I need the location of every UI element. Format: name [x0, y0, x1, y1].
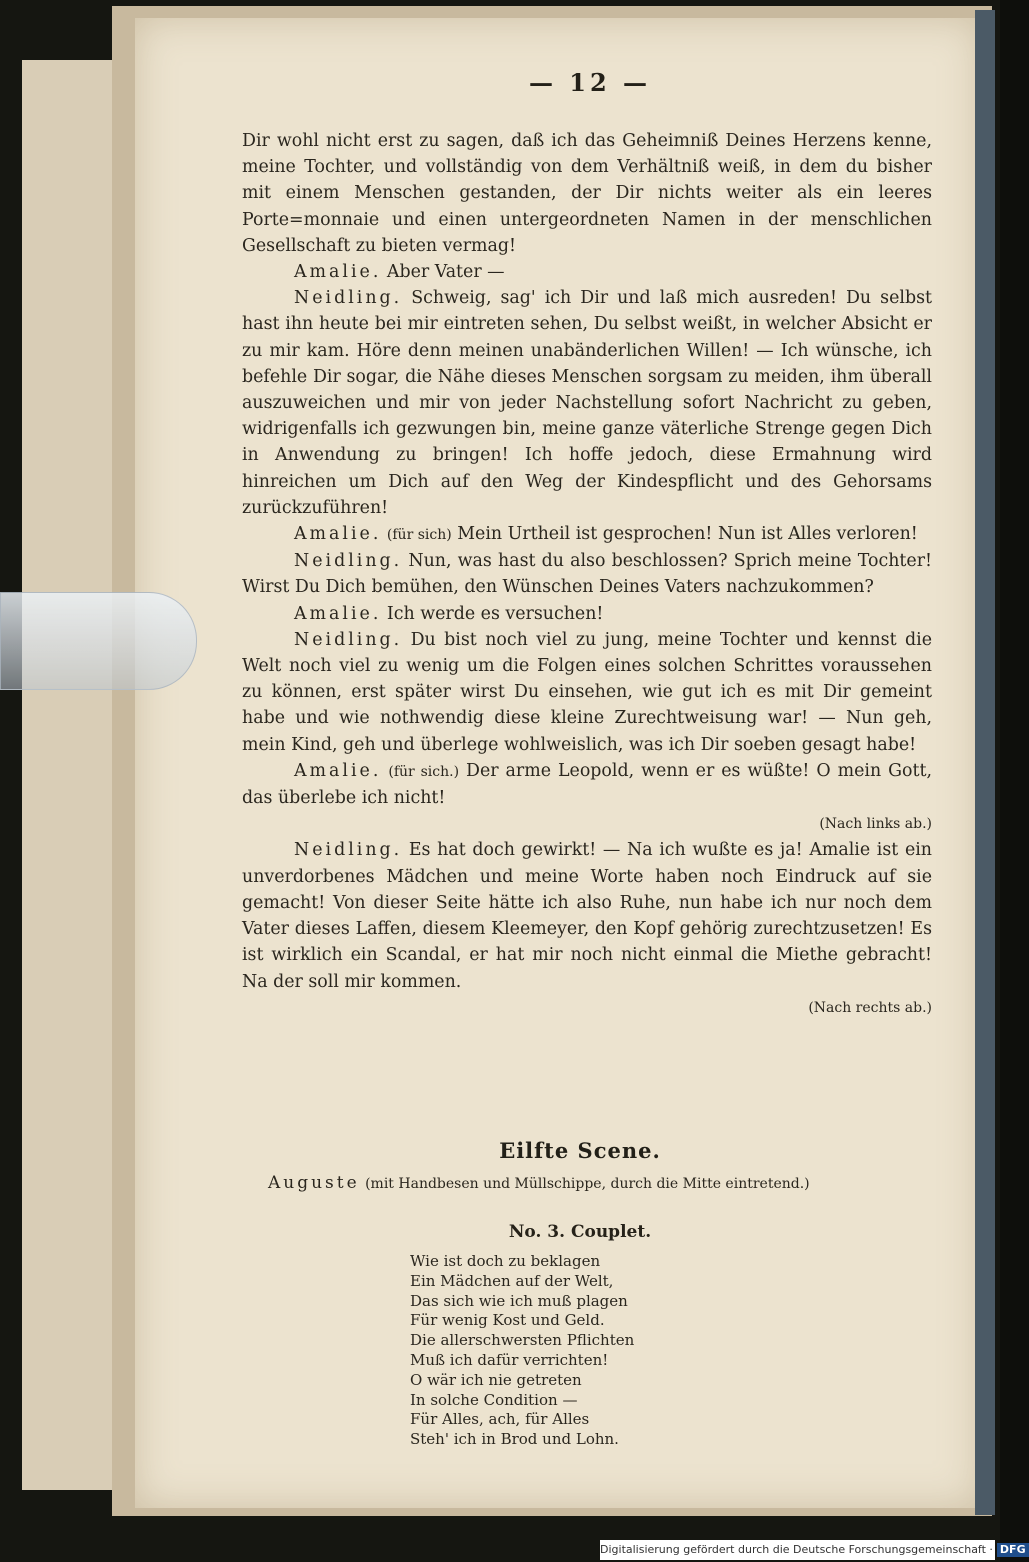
paragraph-text: Du bist noch viel zu jung, meine Tochter und kennst die Welt noch viel zu wenig um die Folgen eines solchen Schrittes voraussehen zu können, erst später wirst Du einsehen, wie gut ich es mit Dir gemeint habe und wie nothwendig diese kleine Zurechtweisung war! — Nun geh, mein Kind, geh und überlege wohlweislich, was ich Dir soeben gesagt habe! [242, 629, 932, 755]
paragraph-text: Der arme Leopold, wenn er es wüßte! O mein Gott, das überlebe ich nicht! [242, 760, 933, 809]
scene-title: Eilfte Scene. [499, 1138, 661, 1163]
credit-text: Digitalisierung gefördert durch die Deutsche Forschungsgemeinschaft · [600, 1543, 993, 1556]
paragraph [242, 627, 932, 758]
verse-line: Die allerschwersten Pflichten [410, 1331, 635, 1350]
stage-direction: (für sich.) [388, 763, 460, 780]
verse-line: In solche Condition — [410, 1390, 578, 1409]
dfg-logo: DFG [997, 1543, 1029, 1557]
speaker-name: Amalie. [294, 760, 382, 781]
paragraph-text: Dir wohl nicht erst zu sagen, daß ich das Geheimniß Deines Herzens kenne, meine Tochter, und vollständig von dem Verhältniß weiß, in dem du bisher mit einem Menschen gestanden, der Dir nichts weiter als ein leeres Porte=monnaie und einen untergeordneten Namen in der menschlichen Gesellschaft zu bieten vermag! [242, 131, 932, 256]
speaker-name: Amalie. [294, 524, 382, 545]
verse-line: Steh' ich in Brod und Lohn. [410, 1430, 619, 1449]
verse-line: O wär ich nie getreten [410, 1370, 582, 1389]
paragraph [242, 521, 932, 548]
couplet-verse [410, 1252, 710, 1450]
paragraph [242, 285, 932, 521]
verse-line: Für Alles, ach, für Alles [410, 1410, 590, 1429]
verse-line: Das sich wie ich muß plagen [410, 1291, 628, 1310]
body-text [242, 128, 932, 1021]
stage-direction: (für sich) [386, 527, 452, 544]
paragraph [242, 259, 932, 285]
verse-line: Für wenig Kost und Geld. [410, 1311, 605, 1330]
paragraph [242, 601, 932, 627]
paragraph-text: Mein Urtheil ist gesprochen! Nun ist Alles verloren! [457, 524, 918, 545]
paragraph-text: Es hat doch gewirkt! — Na ich wußte es ja! Amalie ist ein unverdorbenes Mädchen und meine Worte haben noch Eindruck auf sie gemacht! Von dieser Seite hätte ich also Ruhe, nun habe ich nur noch dem Vater dieses Laffen, diesem Kleemeyer, den Kopf gehörig zurechtzusetzen! Es ist wirklich ein Scandal, er hat mir noch nicht einmal die Miethe gebracht! Na der soll mir kommen. [242, 840, 933, 992]
speaker-name: Neidling. [294, 551, 403, 572]
speaker-name: Amalie. [294, 603, 382, 624]
speaker-name: Neidling. [294, 288, 403, 309]
paragraph [242, 548, 932, 600]
couplet-title: No. 3. Couplet. [508, 1222, 652, 1242]
digitization-credit [600, 1540, 1026, 1560]
paragraph-text: Ich werde es versuchen! [386, 603, 604, 624]
stage-direction: (mit Handbesen und Müllschippe, durch die Mitte eintretend.) [365, 1176, 810, 1192]
exit-direction: (Nach rechts ab.) [808, 999, 932, 1016]
paragraph [242, 837, 932, 994]
exit-direction: (Nach links ab.) [819, 816, 932, 833]
speaker-name: Auguste [268, 1173, 360, 1193]
paragraph-text: Aber Vater — [386, 262, 505, 283]
speaker-name: Neidling. [294, 840, 403, 861]
verse-line: Wie ist doch zu beklagen [410, 1252, 601, 1270]
page-number: — 12 — [528, 68, 652, 97]
verse-line: Muß ich dafür verrichten! [410, 1350, 609, 1369]
speaker-name: Amalie. [294, 262, 382, 283]
page-edge [975, 10, 995, 1515]
speaker-name: Neidling. [294, 629, 403, 650]
paragraph-text: Nun, was hast du also beschlossen? Sprich meine Tochter! Wirst Du Dich bemühen, den Wünschen Deines Vaters nachzukommen? [242, 551, 932, 598]
verse-line: Ein Mädchen auf der Welt, [410, 1271, 614, 1290]
paragraph [242, 128, 932, 259]
paragraph-text: Schweig, sag' ich Dir und laß mich ausreden! Du selbst hast ihn heute bei mir eintreten sehen, Du selbst weißt, in welcher Absicht er zu mir kam. Höre denn meinen unabänderlichen Willen! — Ich wünsche, ich befehle Dir sogar, die Nähe dieses Menschen sorgsam zu meiden, ihm überall auszuweichen und mir von jeder Nachstellung sofort Nachricht zu geben, widrigenfalls ich gezwungen bin, meine ganze väterliche Strenge gegen Dich in Anwendung zu bringen! Ich hoffe jedoch, diese Ermahnung wird hinreichen um Dich auf den Weg der Kindespflicht und des Gehorsams zurückzuführen! [242, 288, 932, 518]
scene-entrance [268, 1173, 928, 1193]
glass-weight [0, 592, 197, 690]
paragraph [242, 758, 932, 811]
